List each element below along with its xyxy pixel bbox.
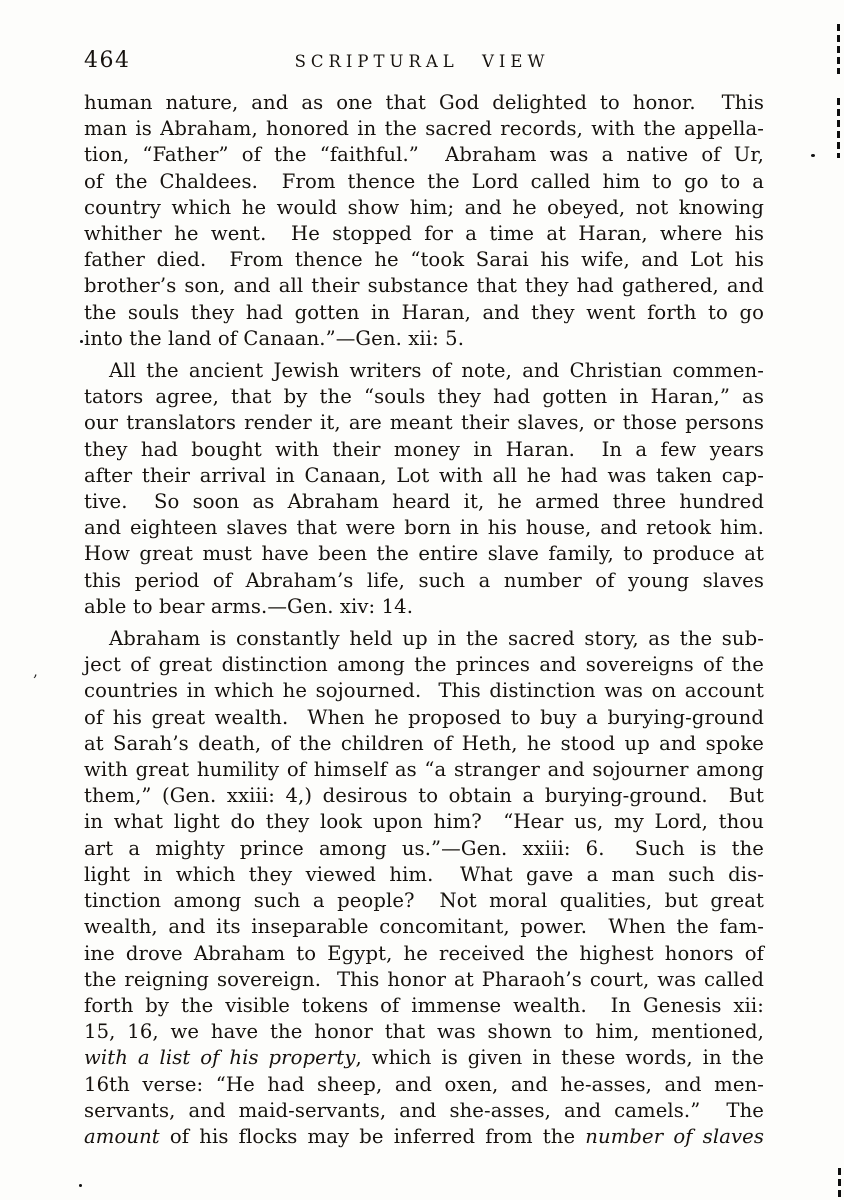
text-segment: Abraham is constantly held up in the sacred story, as the sub- [109,627,764,651]
scan-artifact-comma: ‚ [33,662,38,680]
text-segment: them,” (Gen. xxiii: 4,) desirous to obtain a burying-ground. But [84,784,764,808]
text-segment: forth by the visible tokens of immense wealth. In Genesis xii: [84,993,764,1017]
text-line [84,541,764,567]
text-line [84,705,764,731]
text-segment: able to bear arms.—Gen. xiv: 14. [84,594,414,618]
text-block [84,90,764,1150]
text-line [84,941,764,967]
text-segment: man is Abraham, honored in the sacred records, with the appella- [84,117,764,141]
text-segment: tinction among such a people? Not moral qualities, but great [84,889,764,913]
text-line [84,888,764,914]
text-segment: human nature, and as one that God delighted to honor. This [84,91,764,114]
text-segment: ject of great distinction among the princes and sovereigns of the [84,653,764,677]
text-segment: our translators render it, are meant their slaves, or those persons [84,411,764,435]
text-line [84,678,764,704]
paragraph [84,358,764,620]
text-line [84,300,764,326]
text-segment: father died. From thence he “took Sarai his wife, and Lot his [84,248,764,272]
text-line [84,437,764,463]
text-line [84,626,764,652]
text-line [84,326,764,352]
text-segment: 15, 16, we have the honor that was shown to him, mentioned, [84,1020,764,1044]
scan-artifact-right-mid [837,98,840,158]
text-line [84,384,764,410]
text-segment: whither he went. He stopped for a time at Haran, where his [84,222,764,246]
text-line [84,594,764,620]
text-line [84,195,764,221]
text-line [84,757,764,783]
paragraph [84,90,764,352]
scan-artifact-right-top [837,24,840,74]
text-segment: All the ancient Jewish writers of note, and Christian commen- [109,359,764,383]
text-segment: of his flocks may be inferred from the [159,1124,586,1148]
scan-artifact-dot-3 [79,1184,82,1187]
text-segment: at Sarah’s death, of the children of Heth, he stood up and spoke [84,731,764,755]
text-segment: ine drove Abraham to Egypt, he received the highest honors of [84,941,764,965]
text-line [84,221,764,247]
page-header [0,48,844,78]
text-segment: they had bought with their money in Haran. In a few years [84,437,764,461]
text-line [84,652,764,678]
text-line [84,1098,764,1124]
text-segment: into the land of Canaan.”—Gen. xii: 5. [84,326,465,350]
text-segment: wealth, and its inseparable concomitant, power. When the fam- [84,915,764,939]
text-segment: tion, “Father” of the “faithful.” Abraham was a native of Ur, [84,143,764,167]
text-segment: country which he would show him; and he obeyed, not knowing [84,195,764,219]
text-line [84,914,764,940]
text-line [84,358,764,384]
text-segment: this period of Abraham’s life, such a number of young slaves [84,568,764,592]
text-line [84,862,764,888]
text-segment: after their arrival in Canaan, Lot with all he had was taken cap- [84,463,764,487]
text-line [84,967,764,993]
text-line [84,515,764,541]
text-line [84,169,764,195]
text-line [84,273,764,299]
text-segment: light in which they viewed him. What gave a man such dis- [84,862,764,886]
text-line [84,568,764,594]
italic-text: amount [84,1124,160,1148]
italic-text: with a list of his property [84,1046,356,1070]
text-line [84,1045,764,1071]
text-segment: in what light do they look upon him? “Hear us, my Lord, thou [84,810,764,834]
text-segment: the reigning sovereign. This honor at Pharaoh’s court, was called [84,967,764,991]
running-head: SCRIPTURAL VIEW [294,52,550,71]
text-segment: brother’s son, and all their substance that they had gathered, and [84,274,764,298]
text-line [84,410,764,436]
text-line [84,783,764,809]
text-line [84,489,764,515]
text-line [84,731,764,757]
scan-artifact-dot-1 [811,154,815,157]
text-segment: countries in which he sojourned. This distinction was on account [84,679,764,703]
italic-text: number of slaves [585,1124,765,1148]
text-line [84,90,764,116]
text-line [84,836,764,862]
text-line [84,247,764,273]
text-segment: art a mighty prince among us.”—Gen. xxiii: 6. Such is the [84,836,764,860]
text-segment: 16th verse: “He had sheep, and oxen, and he-asses, and men- [84,1072,764,1096]
paragraph [84,626,764,1150]
text-segment: How great must have been the entire slave family, to produce at [84,542,764,566]
text-segment: the souls they had gotten in Haran, and they went forth to go [84,300,764,324]
text-segment: servants, and maid-servants, and she-asses, and camels.” The [84,1098,764,1122]
scan-artifact-right-bottom [838,1168,841,1200]
text-line [84,463,764,489]
text-segment: tive. So soon as Abraham heard it, he armed three hundred [84,490,764,514]
text-line [84,142,764,168]
text-line [84,116,764,142]
text-segment: , which is given in these words, in the [355,1046,764,1070]
scan-artifact-dot-2 [80,340,83,343]
page-number: 464 [84,48,131,73]
text-segment: of his great wealth. When he proposed to buy a burying-ground [84,705,764,729]
text-line [84,1072,764,1098]
text-line [84,1019,764,1045]
text-segment: and eighteen slaves that were born in his house, and retook him. [84,516,764,540]
text-line [84,1124,764,1150]
text-segment: with great humility of himself as “a stranger and sojourner among [84,758,764,782]
text-line [84,809,764,835]
text-line [84,993,764,1019]
text-segment: of the Chaldees. From thence the Lord called him to go to a [84,169,764,193]
text-segment: tators agree, that by the “souls they had gotten in Haran,” as [84,385,764,409]
